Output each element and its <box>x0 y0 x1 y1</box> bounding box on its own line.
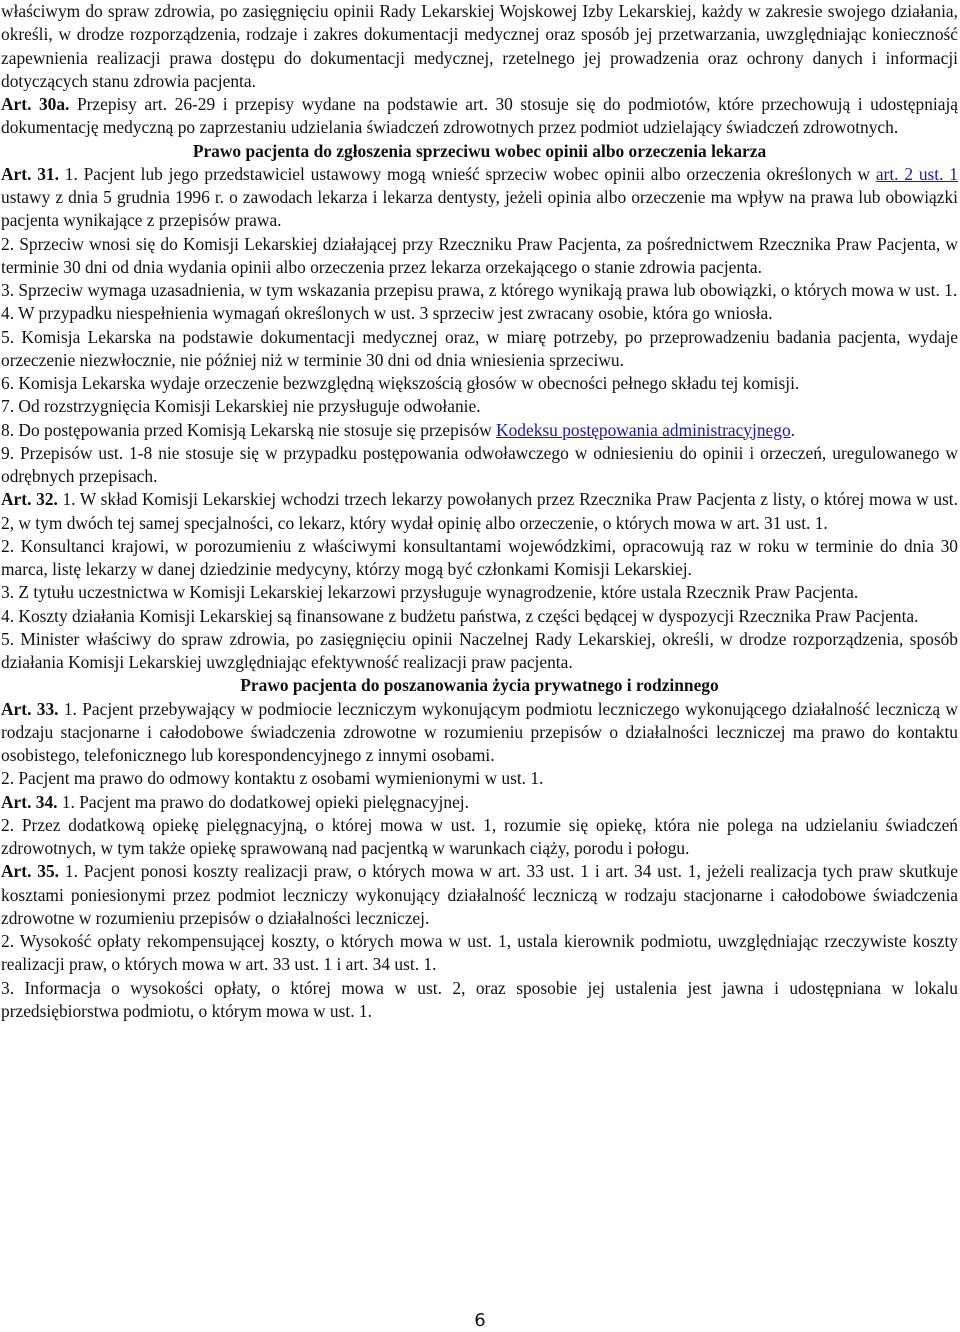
article-number: Art. 35. <box>1 861 60 882</box>
text-run: 1. Pacjent ma prawo do dodatkowej opieki pielęgnacyjnej. <box>57 791 469 812</box>
document-body <box>1 0 958 1023</box>
paragraph <box>1 977 958 1024</box>
text-run: 1. Pacjent ponosi koszty realizacji praw, o których mowa w art. 33 ust. 1 i art. 34 ust. 1, jeżeli realizacja tych praw skutkuje kosztami poniesionymi przez podmiot leczniczy wykonujący działalność leczniczą w rodzaju stacjonarne i całodobowe świadczenia zdrowotne w rozumieniu przepisów o działalności leczniczej. <box>1 861 958 928</box>
reference-link[interactable]: art. 2 ust. 1 <box>875 163 958 184</box>
text-run: 2. Przez dodatkową opiekę pielęgnacyjną, o której mowa w ust. 1, rozumie się opiekę, która nie polega na udzielaniu świadczeń zdrowotnych, w tym także opiekę sprawowaną nad pacjentką w warunkach ciąży, porodu i połogu. <box>1 814 958 858</box>
text-run: 8. Do postępowania przed Komisją Lekarską nie stosuje się przepisów <box>1 419 497 440</box>
text-run: 1. W skład Komisji Lekarskiej wchodzi trzech lekarzy powołanych przez Rzecznika Praw Pacjenta z listy, o której mowa w ust. 2, w tym dwóch tej samej specjalności, co lekarz, który wydał opinię albo orzeczenie, o których mowa w art. 31 ust. 1. <box>1 489 958 533</box>
text-run: 3. Sprzeciw wymaga uzasadnienia, w tym wskazania przepisu prawa, z którego wynikają prawa lub obowiązki, o których mowa w ust. 1. <box>1 280 958 300</box>
paragraph <box>1 163 958 233</box>
text-run: Prawo pacjenta do zgłoszenia sprzeciwu wobec opinii albo orzeczenia lekarza <box>192 140 767 161</box>
paragraph <box>1 698 958 768</box>
text-run: Przepisy art. 26-29 i przepisy wydane na podstawie art. 30 stosuje się do podmiotów, które przechowują i udostępniają dokumentację medyczną po zaprzestaniu udzielania świadczeń zdrowotnych przez podmiot udzielający świadczeń zdrowotnych. <box>1 94 958 138</box>
paragraph <box>1 442 958 489</box>
paragraph <box>1 535 958 582</box>
text-run: 2. Wysokość opłaty rekompensującej koszty, o których mowa w ust. 1, ustala kierownik podmiotu, uwzględniając rzeczywiste koszty realizacji praw, o których mowa w art. 33 ust. 1 i art. 34 ust. 1. <box>1 931 958 975</box>
text-run: 2. Sprzeciw wnosi się do Komisji Lekarskiej działającej przy Rzeczniku Praw Pacjenta, za pośrednictwem Rzecznika Praw Pacjenta, w terminie 30 dni od dnia wydania opinii albo orzeczenia przez lekarza orzekającego o stanie zdrowia pacjenta. <box>1 233 958 277</box>
text-run: 2. Pacjent ma prawo do odmowy kontaktu z osobami wymienionymi w ust. 1. <box>1 768 544 789</box>
paragraph <box>1 372 958 395</box>
text-run: właściwym do spraw zdrowia, po zasięgnięciu opinii Rady Lekarskiej Wojskowej Izby Lekarskiej, każdy w zakresie swojego działania, określi, w drodze rozporządzenia, rodzaje i zakres dokumentacji medycznej oraz sposób jej przetwarzania, uwzględniając konieczność zapewnienia realizacji prawa dostępu do dokumentacji medycznej, rzetelnego jej prowadzenia oraz ochrony danych i informacji dotyczących stanu zdrowia pacjenta. <box>1 1 958 91</box>
text-run: 4. Koszty działania Komisji Lekarskiej są finansowane z budżetu państwa, z części będącej w dyspozycji Rzecznika Praw Pacjenta. <box>1 605 919 626</box>
paragraph <box>1 302 958 325</box>
paragraph <box>1 93 958 140</box>
paragraph <box>1 767 958 790</box>
text-run: Prawo pacjenta do poszanowania życia prywatnego i rodzinnego <box>240 675 719 696</box>
text-run: 1. Pacjent lub jego przedstawiciel ustawowy mogą wnieść sprzeciw wobec opinii albo orzeczenia określonych w <box>58 163 876 184</box>
paragraph <box>1 791 958 814</box>
paragraph <box>1 0 958 93</box>
paragraph <box>1 395 958 418</box>
text-run: 3. Z tytułu uczestnictwa w Komisji Lekarskiej lekarzowi przysługuje wynagrodzenie, które ustala Rzecznik Praw Pacjenta. <box>1 582 859 603</box>
text-run: 5. Komisja Lekarska na podstawie dokumentacji medycznej oraz, w miarę potrzeby, po przeprowadzeniu badania pacjenta, wydaje orzeczenie niezwłocznie, nie później niż w terminie 30 dni od dnia wniesienia sprzeciwu. <box>1 326 958 370</box>
text-run: ustawy z dnia 5 grudnia 1996 r. o zawodach lekarza i lekarza dentysty, jeżeli opinia albo orzeczenie ma wpływ na prawa lub obowiązki pacjenta wynikające z przepisów prawa. <box>1 187 958 231</box>
paragraph <box>1 605 958 628</box>
article-number: Art. 32. <box>1 489 58 510</box>
text-run: 2. Konsultanci krajowi, w porozumieniu z właściwymi konsultantami wojewódzkimi, opracowują raz w roku w terminie do dnia 30 marca, listę lekarzy w danej dziedzinie medycyny, którzy mogą być członkami Komisji Lekarskiej. <box>1 535 958 579</box>
text-run: 5. Minister właściwy do spraw zdrowia, po zasięgnięciu opinii Naczelnej Rady Lekarskiej, określi, w drodze rozporządzenia, sposób działania Komisji Lekarskiej uwzględniając efektywność realizacji praw pacjenta. <box>1 628 958 672</box>
paragraph <box>1 233 958 280</box>
reference-link[interactable]: Kodeksu postępowania administracyjnego <box>496 419 791 440</box>
text-run: 1. Pacjent przebywający w podmiocie leczniczym wykonującym podmiotu leczniczego wykonującego działalność leczniczą w rodzaju stacjonarne i całodobowe świadczenia zdrowotne w rozumieniu przepisów o działalności leczniczej ma prawo do kontaktu osobistego, telefonicznego lub korespondencyjnego z innymi osobami. <box>1 698 958 765</box>
section-heading <box>1 140 958 163</box>
page-number: 6 <box>474 1310 486 1331</box>
article-number: Art. 31. <box>1 163 59 184</box>
paragraph <box>1 326 958 373</box>
paragraph <box>1 628 958 675</box>
paragraph <box>1 581 958 604</box>
article-number: Art. 30a. <box>1 94 70 114</box>
text-run: 4. W przypadku niespełnienia wymagań określonych w ust. 3 sprzeciw jest zwracany osobie, która go wniosła. <box>1 303 773 324</box>
paragraph <box>1 814 958 861</box>
paragraph <box>1 488 958 535</box>
text-run: 3. Informacja o wysokości opłaty, o której mowa w ust. 2, oraz sposobie jej ustalenia jest jawna i udostępniana w lokalu przedsiębiorstwa podmiotu, o którym mowa w ust. 1. <box>1 977 958 1021</box>
text-run: 6. Komisja Lekarska wydaje orzeczenie bezwzględną większością głosów w obecności pełnego składu tej komisji. <box>1 373 800 393</box>
paragraph <box>1 930 958 977</box>
text-run: 7. Od rozstrzygnięcia Komisji Lekarskiej nie przysługuje odwołanie. <box>1 396 481 417</box>
paragraph <box>1 279 958 302</box>
text-run: 9. Przepisów ust. 1-8 nie stosuje się w przypadku postępowania odwoławczego w odniesieniu do opinii i orzeczeń, uregulowanego w odrębnych przepisach. <box>1 442 958 486</box>
article-number: Art. 33. <box>1 698 59 719</box>
section-heading <box>1 674 958 697</box>
paragraph <box>1 860 958 930</box>
article-number: Art. 34. <box>1 791 58 812</box>
paragraph <box>1 419 958 442</box>
text-run: . <box>790 419 795 440</box>
